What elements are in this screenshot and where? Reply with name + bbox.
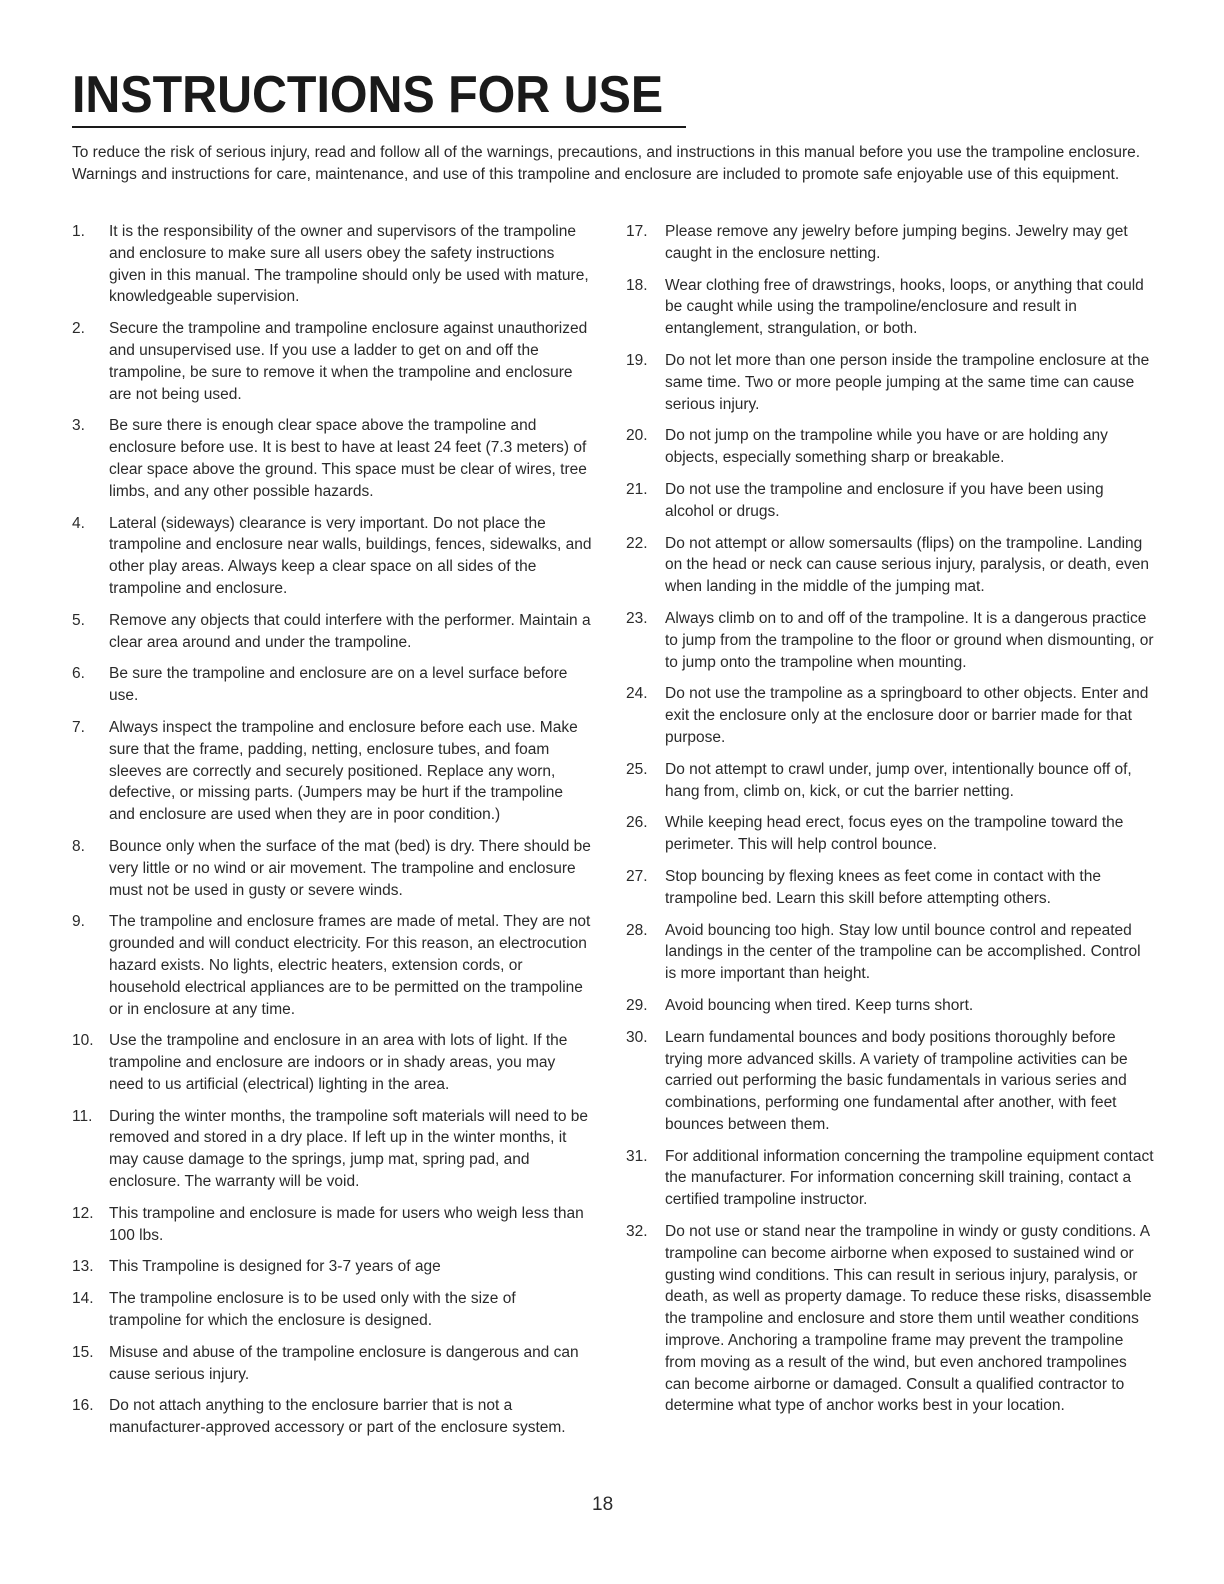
item-text: This Trampoline is designed for 3-7 years of age (109, 1258, 441, 1276)
list-item (626, 1221, 1154, 1417)
item-number: 11. (72, 1107, 93, 1125)
item-number: 30. (626, 1028, 648, 1046)
list-item (626, 533, 1154, 598)
item-text: Do not use or stand near the trampoline in windy or gusty conditions. A trampoline can become airborne when exposed to sustained wind or gusting wind conditions. This can result in serious injury, paralysis, or death, as well as property damage. To reduce these risks, disassemble the trampoline and enclosure and store them until weather conditions improve. Anchoring a trampoline frame may prevent the trampoline from moving as a result of the wind, but even anchored trampolines can become airborne or damaged. Consult a qualified contractor to determine what type of anchor works best in your location. (665, 1223, 1152, 1415)
item-text: Stop bouncing by flexing knees as feet come in contact with the trampoline bed. Learn this skill before attempting others. (665, 867, 1101, 907)
item-text: Please remove any jewelry before jumping begins. Jewelry may get caught in the enclosure netting. (665, 223, 1128, 262)
item-text: Wear clothing free of drawstrings, hooks, loops, or anything that could be caught while using the trampoline/enclosure and result in entanglement, strangulation, or both. (665, 276, 1144, 338)
item-text: Misuse and abuse of the trampoline enclosure is dangerous and can cause serious injury. (109, 1343, 579, 1383)
item-number: 9. (72, 913, 85, 931)
item-text: Do not use the trampoline and enclosure if you have been using alcohol or drugs. (665, 480, 1104, 520)
list-item (626, 683, 1154, 748)
item-number: 15. (72, 1343, 94, 1361)
list-item (72, 221, 592, 308)
item-text: Bounce only when the surface of the mat (bed) is dry. There should be very little or no wind or air movement. The trampoline and enclosure must not be used in gusty or severe winds. (109, 837, 591, 899)
list-item (626, 812, 1154, 856)
item-number: 21. (626, 480, 648, 498)
item-number: 5. (72, 611, 85, 629)
item-number: 13. (72, 1258, 94, 1276)
list-item (72, 1395, 592, 1439)
list-item (72, 663, 592, 707)
instructions-list-right (626, 221, 1154, 1427)
item-text: Do not jump on the trampoline while you have or are holding any objects, especially something sharp or breakable. (665, 427, 1108, 467)
item-number: 14. (72, 1290, 94, 1308)
item-text: For additional information concerning the trampoline equipment contact the manufacturer. For information concerning skill training, contact a certified trampoline instructor. (665, 1147, 1154, 1209)
item-text: Lateral (sideways) clearance is very important. Do not place the trampoline and enclosure near walls, buildings, fences, sidewalks, and other play areas. Always keep a clear space on all sides of the trampoline and enclosure. (109, 514, 592, 597)
item-number: 6. (72, 665, 85, 683)
item-text: Always inspect the trampoline and enclosure before each use. Make sure that the frame, padding, netting, enclosure tubes, and foam sleeves are correctly and securely positioned. Replace any worn, defective, or missing parts. (Jumpers may be hurt if the trampoline and enclosure are used when they are in poor condition.) (109, 718, 578, 824)
page-number: 18 (592, 1494, 614, 1515)
list-item (72, 1342, 592, 1386)
item-number: 7. (72, 718, 85, 736)
list-item (626, 221, 1154, 265)
list-item (626, 479, 1154, 523)
instructions-list-left (72, 221, 592, 1449)
list-item (72, 1106, 592, 1193)
item-number: 3. (72, 417, 85, 435)
item-text: Do not attach anything to the enclosure barrier that is not a manufacturer-approved accessory or part of the enclosure system. (109, 1397, 566, 1437)
item-number: 4. (72, 514, 85, 532)
item-text: Be sure there is enough clear space above the trampoline and enclosure before use. It is best to have at least 24 feet (7.3 meters) of clear space above the ground. This space must be clear of wires, tree limbs, and any other possible hazards. (109, 417, 587, 500)
item-number: 1. (72, 223, 85, 240)
list-item (626, 995, 1154, 1017)
list-item (72, 1256, 592, 1278)
item-number: 16. (72, 1397, 94, 1415)
item-number: 8. (72, 837, 85, 855)
item-text: Be sure the trampoline and enclosure are on a level surface before use. (109, 665, 568, 705)
list-item (626, 759, 1154, 803)
item-number: 31. (626, 1147, 648, 1165)
item-number: 12. (72, 1204, 94, 1222)
item-number: 28. (626, 921, 648, 939)
list-item (72, 836, 592, 901)
item-number: 32. (626, 1223, 648, 1241)
list-item (626, 608, 1154, 673)
list-item (626, 920, 1154, 985)
item-text: This trampoline and enclosure is made for users who weigh less than 100 lbs. (109, 1204, 584, 1244)
item-text: Use the trampoline and enclosure in an area with lots of light. If the trampoline and enclosure are indoors or in shady areas, you may need to us artificial (electrical) lighting in the area. (109, 1032, 568, 1093)
item-text: Avoid bouncing when tired. Keep turns short. (665, 996, 974, 1014)
item-number: 27. (626, 867, 648, 885)
item-number: 18. (626, 276, 648, 294)
item-text: The trampoline enclosure is to be used only with the size of trampoline for which the enclosure is designed. (109, 1290, 516, 1330)
item-text: Remove any objects that could interfere with the performer. Maintain a clear area around and under the trampoline. (109, 611, 591, 651)
list-item (72, 911, 592, 1020)
item-text: Secure the trampoline and trampoline enclosure against unauthorized and unsupervised use. If you use a ladder to get on and off the trampoline, be sure to remove it when the trampoline and enclosure are not being used. (109, 320, 588, 403)
item-number: 23. (626, 609, 648, 627)
page-title: INSTRUCTIONS FOR USE (72, 66, 664, 124)
item-number: 22. (626, 534, 648, 552)
list-item (72, 1203, 592, 1247)
list-item (626, 866, 1154, 910)
item-text: Avoid bouncing too high. Stay low until bounce control and repeated landings in the center of the trampoline can be accomplished. Control is more important than height. (665, 921, 1141, 983)
list-item (626, 1027, 1154, 1136)
item-number: 29. (626, 996, 648, 1014)
list-item (626, 425, 1154, 469)
list-item (72, 415, 592, 502)
item-text: Always climb on to and off of the trampoline. It is a dangerous practice to jump from the trampoline to the floor or ground when dismounting, or to jump onto the trampoline when mounting. (665, 609, 1154, 671)
item-text: Learn fundamental bounces and body positions thoroughly before trying more advanced skills. A variety of trampoline activities can be carried out performing the basic fundamentals in various series and combinations, performing one fundamental after another, with feet bounces between them. (665, 1028, 1128, 1133)
title-underline (72, 126, 686, 128)
item-number: 20. (626, 427, 648, 445)
item-text: Do not let more than one person inside the trampoline enclosure at the same time. Two or more people jumping at the same time can cause serious injury. (665, 351, 1150, 413)
list-item (626, 350, 1154, 415)
item-number: 19. (626, 351, 648, 369)
item-text: While keeping head erect, focus eyes on the trampoline toward the perimeter. This will help control bounce. (665, 814, 1124, 854)
list-item (72, 318, 592, 405)
item-number: 24. (626, 685, 648, 703)
item-number: 26. (626, 814, 648, 832)
item-text: Do not use the trampoline as a springboard to other objects. Enter and exit the enclosure only at the enclosure door or barrier made for that purpose. (665, 685, 1149, 746)
list-item (72, 513, 592, 600)
list-item (72, 1030, 592, 1095)
item-number: 25. (626, 760, 648, 778)
list-item (72, 1288, 592, 1332)
item-number: 10. (72, 1032, 94, 1050)
list-item (626, 275, 1154, 340)
intro-paragraph: To reduce the risk of serious injury, read and follow all of the warnings, precautions, and instructions in this manual before you use the trampoline enclosure. Warnings and instructions for care, maintenance, and use of this trampoline and enclosure are included to promote safe enjoyable use of this equipment. (72, 144, 1141, 183)
list-item (72, 610, 592, 654)
item-text: Do not attempt to crawl under, jump over, intentionally bounce off of, hang from, climb on, kick, or cut the barrier netting. (665, 760, 1132, 800)
list-item (72, 717, 592, 826)
item-text: During the winter months, the trampoline soft materials will need to be removed and stored in a dry place. If left up in the winter months, it may cause damage to the springs, jump mat, spring pad, and enclosure. The warranty will be void. (109, 1107, 589, 1191)
item-text: Do not attempt or allow somersaults (flips) on the trampoline. Landing on the head or neck can cause serious injury, paralysis, or death, even when landing in the middle of the jumping mat. (665, 534, 1149, 596)
item-text: It is the responsibility of the owner and supervisors of the trampoline and enclosure to make sure all users obey the safety instructions given in this manual. The trampoline should only be used with mature, knowledgeable supervision. (109, 223, 589, 306)
item-text: The trampoline and enclosure frames are made of metal. They are not grounded and will conduct electricity. For this reason, an electrocution hazard exists. No lights, electric heaters, extension cords, or household electrical appliances are to be permitted on the trampoline or in enclosure at any time. (109, 913, 591, 1018)
item-number: 17. (626, 223, 648, 240)
item-number: 2. (72, 320, 85, 338)
list-item (626, 1146, 1154, 1211)
